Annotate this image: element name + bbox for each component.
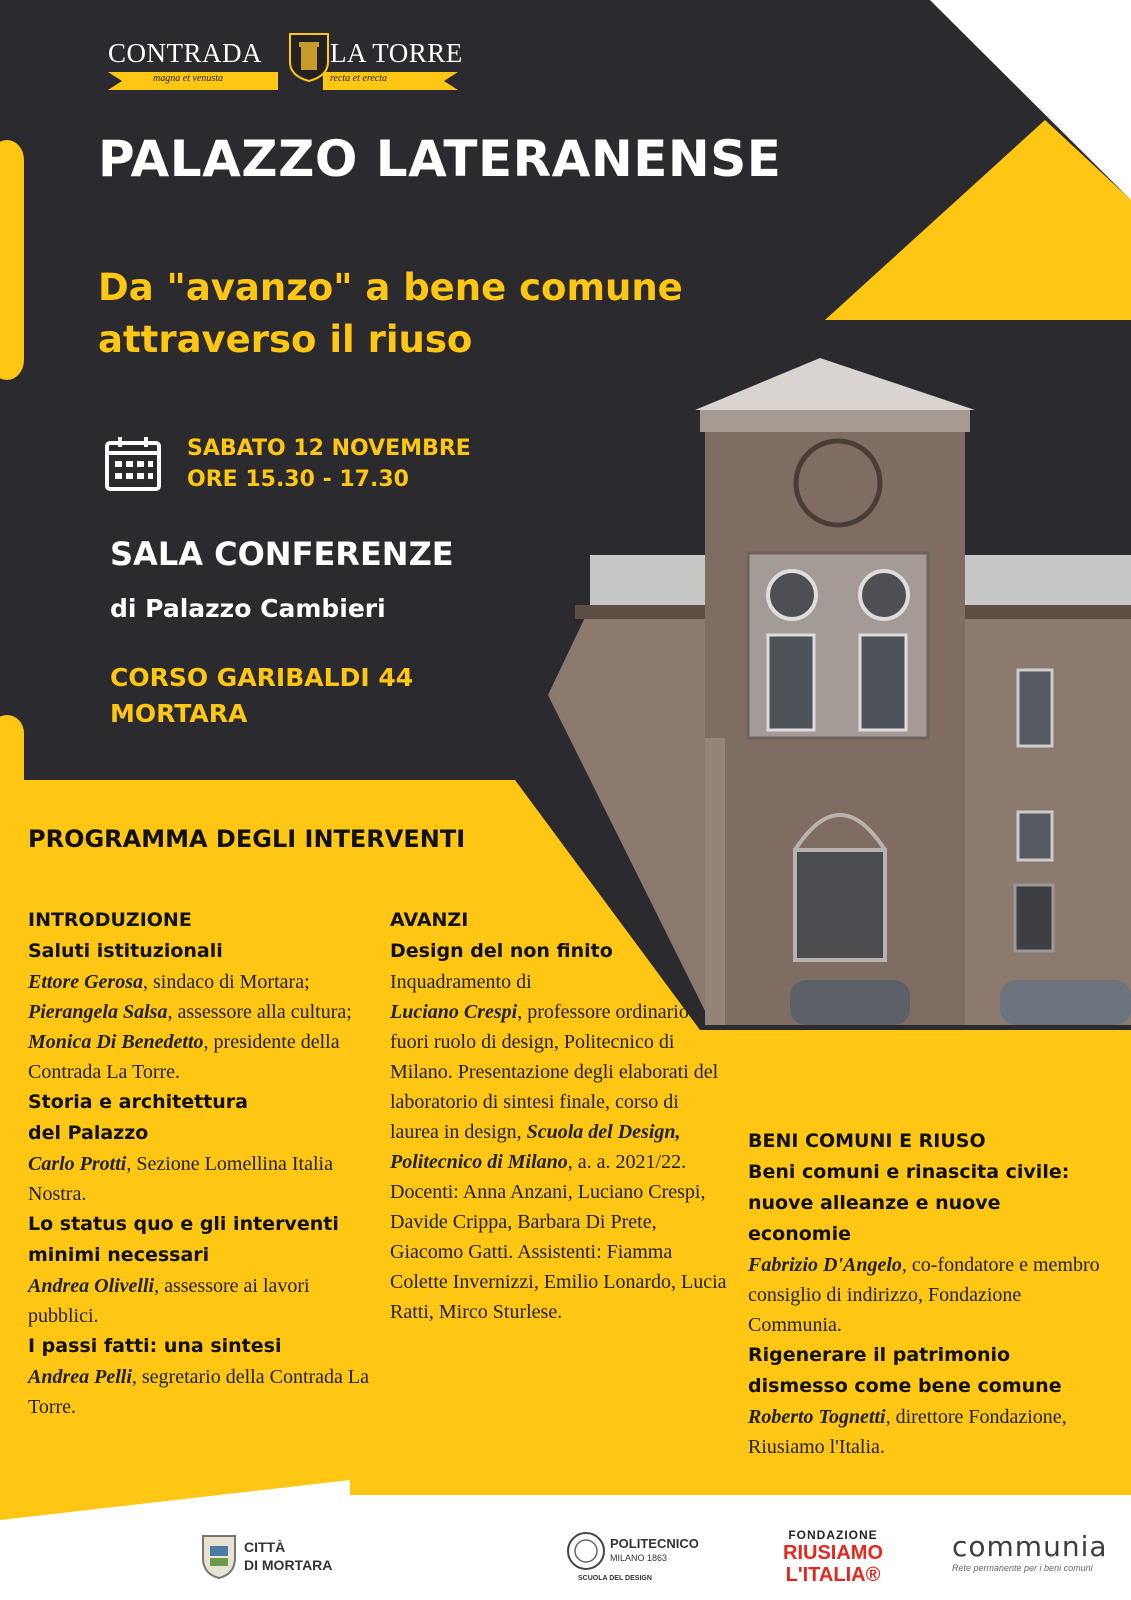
motto-right: recta et erecta: [330, 73, 388, 84]
talk-description: Inquadramento di Luciano Crespi, professore ordinario fuori ruolo di design, Politecnico di Milano. Presentazione degli elaborati del laboratorio di sintesi finale, corso di laurea in design, Scuola del Design, Politecnico di Milano, a. a. 2021/22. Docenti: Anna Anzani, Luciano Crespi, Davide Crippa, Barbara Di Prete, Giacomo Gatti. Assistenti: Fiamma Colette Invernizzi, Emilio Lonardo, Lucia Ratti, Mirco Sturlese.: [390, 971, 727, 1323]
program-column-intro: [28, 905, 378, 1422]
talk-title: Beni comuni e rinascita civile: nuove alleanze e nuove economie: [748, 1161, 1070, 1245]
mortara-label-1: CITTÀ: [244, 1539, 286, 1555]
calendar-icon: [104, 435, 162, 493]
speaker-name: Andrea Pelli: [28, 1366, 132, 1388]
event-datetime: [187, 433, 471, 495]
communia-logo: [952, 1530, 1112, 1586]
section-heading: BENI COMUNI E RIUSO: [748, 1130, 986, 1152]
subtitle-line-2: attraverso il riuso: [98, 318, 473, 361]
politecnico-school: SCUOLA DEL DESIGN: [578, 1575, 652, 1582]
speaker-name: Fabrizio D'Angelo: [748, 1254, 902, 1276]
venue-address: [110, 660, 413, 732]
event-date: SABATO 12 NOVEMBRE: [187, 436, 471, 461]
section-heading: INTRODUZIONE: [28, 909, 192, 931]
politecnico-year: MILANO 1863: [610, 1553, 668, 1563]
talk-title: Lo status quo e gli interventi minimi necessari: [28, 1213, 339, 1266]
speaker-name: Monica Di Benedetto: [28, 1031, 204, 1053]
event-title: PALAZZO LATERANENSE: [98, 130, 782, 188]
politecnico-logo: [566, 1528, 716, 1588]
speaker-name: Andrea Olivelli: [28, 1275, 155, 1297]
city-crest-icon: [200, 1530, 238, 1580]
communia-name: communia: [952, 1530, 1108, 1563]
riusiamo-italia-logo: [760, 1528, 906, 1588]
logo-text-left: CONTRADA: [108, 38, 263, 68]
subtitle-line-1: Da "avanzo" a bene comune: [98, 266, 683, 309]
communia-tagline: Rete permanente per i beni comuni: [952, 1563, 1093, 1573]
program-column-avanzi: [390, 905, 730, 1327]
venue-building: di Palazzo Cambieri: [110, 594, 386, 623]
logo-text-right: LA TORRE: [330, 38, 463, 68]
riusiamo-name-2: L'ITALIA®: [785, 1564, 881, 1586]
speaker-name: Luciano Crespi: [390, 1001, 518, 1023]
school-name: Scuola del Design, Politecnico di Milano: [390, 1121, 681, 1173]
talk-speakers: Andrea Pelli, segretario della Contrada La Torre.: [28, 1366, 370, 1418]
address-city: MORTARA: [110, 699, 248, 728]
talk-title: Rigenerare il patrimonio dismesso come bene comune: [748, 1344, 1062, 1397]
riusiamo-name-1: RIUSIAMO: [783, 1542, 883, 1564]
speaker-name: Carlo Protti: [28, 1153, 127, 1175]
riusiamo-foundation: FONDAZIONE: [788, 1528, 878, 1542]
citta-di-mortara-logo: [200, 1528, 340, 1584]
talk-speakers: Carlo Protti, Sezione Lomellina Italia Nostra.: [28, 1153, 333, 1205]
venue-name: SALA CONFERENZE: [110, 535, 454, 573]
speaker-name: Roberto Tognetti: [748, 1406, 886, 1428]
talk-title: I passi fatti: una sintesi: [28, 1335, 282, 1357]
program-column-beni-comuni: [748, 1126, 1108, 1462]
politecnico-seal-icon: [566, 1531, 606, 1571]
speaker-name: Ettore Gerosa: [28, 971, 143, 993]
address-street: CORSO GARIBALDI 44: [110, 663, 414, 692]
mortara-label-2: DI MORTARA: [244, 1557, 333, 1573]
talk-title: Design del non finito: [390, 940, 613, 962]
talk-speakers: Ettore Gerosa, sindaco di Mortara; Pierangela Salsa, assessore alla cultura; Monica Di Benedetto, presidente della Contrada La Torre.: [28, 971, 352, 1083]
talk-speakers: Roberto Tognetti, direttore Fondazione, Riusiamo l'Italia.: [748, 1406, 1067, 1458]
motto-left: magna et venusta: [153, 73, 223, 84]
event-time: ORE 15.30 - 17.30: [187, 467, 409, 492]
talk-title: Saluti istituzionali: [28, 940, 223, 962]
program-title: PROGRAMMA DEGLI INTERVENTI: [28, 825, 466, 853]
contrada-logo: [108, 30, 478, 100]
talk-speakers: Andrea Olivelli, assessore ai lavori pubblici.: [28, 1275, 310, 1327]
speaker-name: Pierangela Salsa: [28, 1001, 168, 1023]
talk-title: Storia e architettura del Palazzo: [28, 1091, 248, 1144]
event-subtitle: [98, 262, 683, 366]
section-heading: AVANZI: [390, 909, 469, 931]
talk-speakers: Fabrizio D'Angelo, co-fondatore e membro consiglio di indirizzo, Fondazione Communia.: [748, 1254, 1100, 1336]
politecnico-name: POLITECNICO: [610, 1536, 699, 1551]
